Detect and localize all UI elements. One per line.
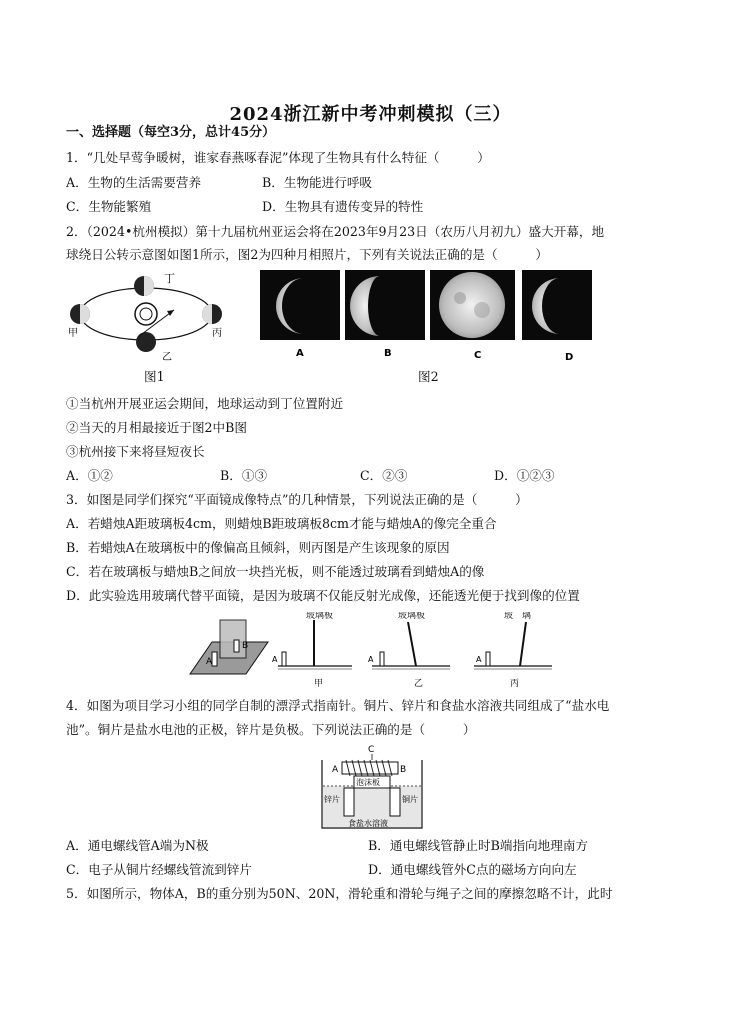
fig3-label-glass-bing: 玻 璃 <box>504 612 532 621</box>
bing-glass <box>520 622 526 666</box>
fig4-label-foam: 泡沫板 <box>356 778 380 787</box>
fig3-label-glass-yi: 玻璃板 <box>398 612 426 621</box>
page-title: 2024浙江新中考冲刺模拟（三） <box>229 104 512 125</box>
q3-stem: 3．如图是同学们探究“平面镜成像特点”的几种情景，下列说法正确的是（ ） <box>66 492 528 507</box>
earth-yi <box>136 332 156 352</box>
q3-option-d: D．此实验选用玻璃代替平面镜，是因为玻璃不仅能反射光成像，还能透光便于找到像的位置 <box>66 588 580 603</box>
q1-option-a: A．生物的生活需要营养 <box>66 175 202 190</box>
q5-stem: 5．如图所示，物体A，B的重分别为50N、20N，滑轮重和滑轮与绳子之间的摩擦忽略不计，此时 <box>66 886 613 901</box>
salt-battery-compass-figure <box>318 742 430 832</box>
q3-option-a: A．若蜡烛A距玻璃板4cm，则蜡烛B距玻璃板8cm才能与蜡烛A的像完全重合 <box>66 516 497 531</box>
q1-option-d: D．生物具有遗传变异的特性 <box>262 199 424 214</box>
jia-candle <box>282 652 286 666</box>
yi-candle <box>380 652 384 666</box>
q2-statement-1: ①当杭州开展亚运会期间，地球运动到丁位置附近 <box>66 396 344 411</box>
q1-stem: 1．“几处早莺争暖树，谁家春燕啄春泥”体现了生物具有什么特征（ ） <box>66 150 490 165</box>
q2-stem-line2: 球绕日公转示意图如图1所示，图2为四种月相照片，下列有关说法正确的是（ ） <box>66 247 548 262</box>
fig4-label-zinc: 锌片 <box>324 795 340 804</box>
fig2-label-a: A <box>296 348 304 359</box>
q2-option-a: A．①② <box>66 468 113 483</box>
q3-option-c: C．若在玻璃板与蜡烛B之间放一块挡光板，则不能透过玻璃看到蜡烛A的像 <box>66 564 485 579</box>
q4-option-c: C．电子从铜片经螺线管流到锌片 <box>66 862 252 877</box>
q4-stem-line2: 池”。铜片是盐水电池的正极，锌片是负极。下列说法正确的是（ ） <box>66 722 476 737</box>
earth-ding-lit <box>144 276 154 296</box>
section-heading: 一、选择题（每空3分，总计45分） <box>66 125 276 140</box>
fig1-caption: 图1 <box>144 369 165 384</box>
orbit-diagram <box>66 270 236 362</box>
fig1-label-jia: 甲 <box>68 328 78 339</box>
fig2-label-d: D <box>565 352 574 363</box>
fig1-label-bing: 丙 <box>212 328 222 339</box>
moon-a-frame <box>260 270 340 340</box>
q4-option-a: A．通电螺线管A端为N极 <box>66 838 209 853</box>
copper-plate <box>390 788 400 816</box>
zinc-plate <box>344 788 354 816</box>
candle-b-3d <box>234 640 239 652</box>
mirror-experiment-figure <box>186 612 686 690</box>
moon-c-full <box>439 272 505 338</box>
yi-glass <box>408 622 416 666</box>
fig4-label-c: C <box>368 745 375 755</box>
fig3-label-jia: 甲 <box>314 679 324 689</box>
fig2-label-c: C <box>474 350 482 361</box>
q4-stem-line1: 4．如图为项目学习小组的同学自制的漂浮式指南针。铜片、锌片和食盐水溶液共同组成了“盐水电 <box>66 698 610 713</box>
moon-c-mare2 <box>474 302 490 318</box>
fig1-label-ding: 丁 <box>164 272 175 285</box>
fig3-label-b-3d: B <box>242 641 249 651</box>
earth-bing-lit <box>202 304 212 324</box>
q2-statement-2: ②当天的月相最接近于图2中B图 <box>66 420 247 435</box>
q2-option-d: D．①②③ <box>494 468 555 483</box>
fig3-label-bing: 丙 <box>510 679 520 689</box>
q2-statement-3: ③杭州接下来将昼短夜长 <box>66 444 205 459</box>
fig4-label-copper: 铜片 <box>402 795 418 804</box>
bing-candle <box>486 652 490 666</box>
q1-option-c: C．生物能繁殖 <box>66 199 152 214</box>
fig3-label-glass-jia: 玻璃板 <box>306 612 334 621</box>
fig2-caption: 图2 <box>418 369 439 384</box>
fig4-label-a: A <box>332 765 339 775</box>
fig3-label-a-bing: A <box>476 655 482 664</box>
glass-plate-3d <box>220 620 249 658</box>
q4-option-d: D．通电螺线管外C点的磁场方向向左 <box>368 862 577 877</box>
earth-jia-lit <box>80 304 90 324</box>
fig4-label-b: B <box>400 765 407 775</box>
candle-a-3d <box>212 652 217 666</box>
moon-phases-figure <box>260 270 685 364</box>
orbit-arrowhead <box>167 310 174 316</box>
q3-option-b: B．若蜡烛A在玻璃板中的像偏高且倾斜，则丙图是产生该现象的原因 <box>66 540 450 555</box>
q4-option-b: B．通电螺线管静止时B端指向地理南方 <box>368 838 589 853</box>
moon-c-mare1 <box>454 292 466 304</box>
fig2-label-b: B <box>384 348 392 359</box>
q2-option-b: B．①③ <box>220 468 268 483</box>
fig4-label-saltwater: 食盐水溶液 <box>348 819 388 828</box>
fig1-label-yi: 乙 <box>162 352 172 362</box>
fig3-label-a-jia: A <box>272 655 278 664</box>
sun-icon <box>135 303 157 325</box>
q2-option-c: C．②③ <box>360 468 408 483</box>
fig3-label-a-3d: A <box>206 657 213 667</box>
fig3-label-yi: 乙 <box>414 679 424 689</box>
q2-stem-line1: 2．（2024•杭州模拟）第十九届杭州亚运会将在2023年9月23日（农历八月初九）盛大开幕，地 <box>66 224 605 239</box>
fig3-label-a-yi: A <box>368 655 374 664</box>
q1-option-b: B．生物能进行呼吸 <box>262 175 373 190</box>
